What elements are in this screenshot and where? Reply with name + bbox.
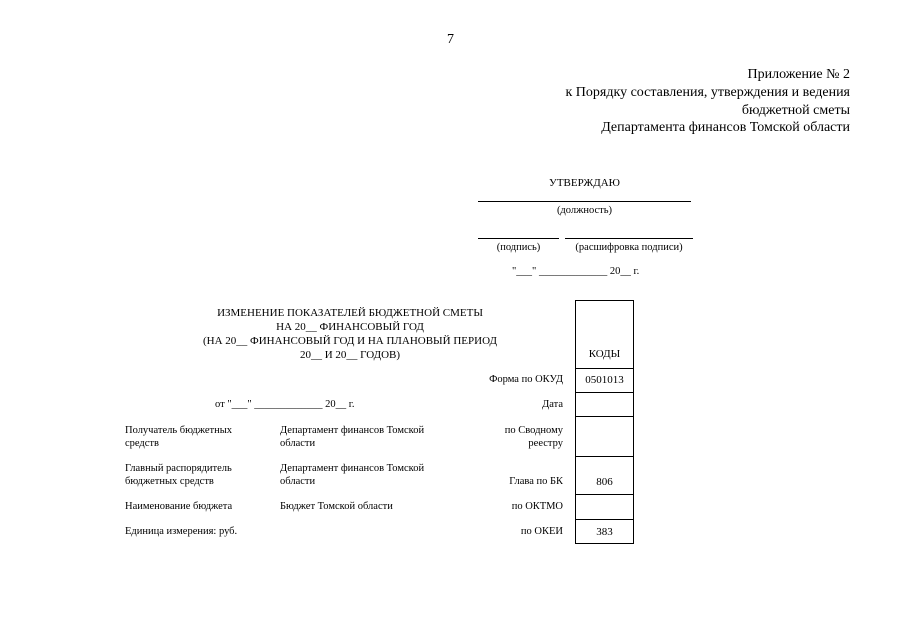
budget-value: Бюджет Томской области — [280, 501, 393, 512]
consolidated-registry-label: по Сводному реестру — [504, 425, 563, 449]
approval-title: УТВЕРЖДАЮ — [549, 177, 620, 189]
doc-title-line-3: (НА 20__ ФИНАНСОВЫЙ ГОД И НА ПЛАНОВЫЙ ПЕРИОД — [203, 335, 497, 347]
signature-decoding-line — [565, 238, 693, 239]
bk-chapter-label: Глава по БК — [509, 476, 563, 487]
codes-table — [575, 300, 634, 544]
okei-label: по ОКЕИ — [520, 526, 563, 537]
okud-code: 0501013 — [585, 374, 624, 386]
doc-title-line-2: НА 20__ ФИНАНСОВЫЙ ГОД — [276, 321, 424, 333]
codes-divider — [576, 456, 633, 457]
approval-date-line: "___" _____________ 20__ г. — [512, 266, 640, 277]
unit-label: Единица измерения: руб. — [125, 526, 238, 537]
page-number: 7 — [447, 32, 454, 47]
doc-title-line-1: ИЗМЕНЕНИЕ ПОКАЗАТЕЛЕЙ БЮДЖЕТНОЙ СМЕТЫ — [217, 307, 483, 319]
codes-divider — [576, 519, 633, 520]
appendix-line-3: бюджетной сметы — [741, 103, 850, 118]
codes-divider — [576, 416, 633, 417]
document-date: от "___" _____________ 20__ г. — [215, 399, 355, 410]
appendix-line-4: Департамента финансов Томской области — [601, 120, 850, 135]
doc-title-line-4: 20__ И 20__ ГОДОВ) — [299, 349, 401, 361]
recipient-label: Получатель бюджетных средств — [125, 425, 233, 449]
date-label: Дата — [542, 399, 563, 410]
position-line — [478, 201, 691, 202]
okei-code: 383 — [596, 526, 613, 538]
recipient-value: Департамент финансов Томской области — [280, 425, 425, 449]
codes-header: КОДЫ — [588, 348, 621, 360]
signature-decoding-caption: (расшифровка подписи) — [575, 242, 683, 253]
oktmo-label: по ОКТМО — [511, 501, 563, 512]
codes-divider — [576, 494, 633, 495]
manager-value: Департамент финансов Томской области — [280, 463, 425, 487]
codes-divider — [576, 392, 633, 393]
signature-line — [478, 238, 559, 239]
bk-chapter-code: 806 — [596, 476, 613, 488]
appendix-line-1: Приложение № 2 — [747, 67, 850, 82]
manager-label: Главный распорядитель бюджетных средств — [125, 463, 232, 487]
budget-label: Наименование бюджета — [125, 501, 233, 512]
position-caption: (должность) — [556, 205, 613, 216]
codes-divider — [576, 368, 633, 369]
okud-label: Форма по ОКУД — [489, 374, 563, 385]
appendix-line-2: к Порядку составления, утверждения и ведения — [565, 85, 850, 100]
signature-caption: (подпись) — [496, 242, 541, 253]
